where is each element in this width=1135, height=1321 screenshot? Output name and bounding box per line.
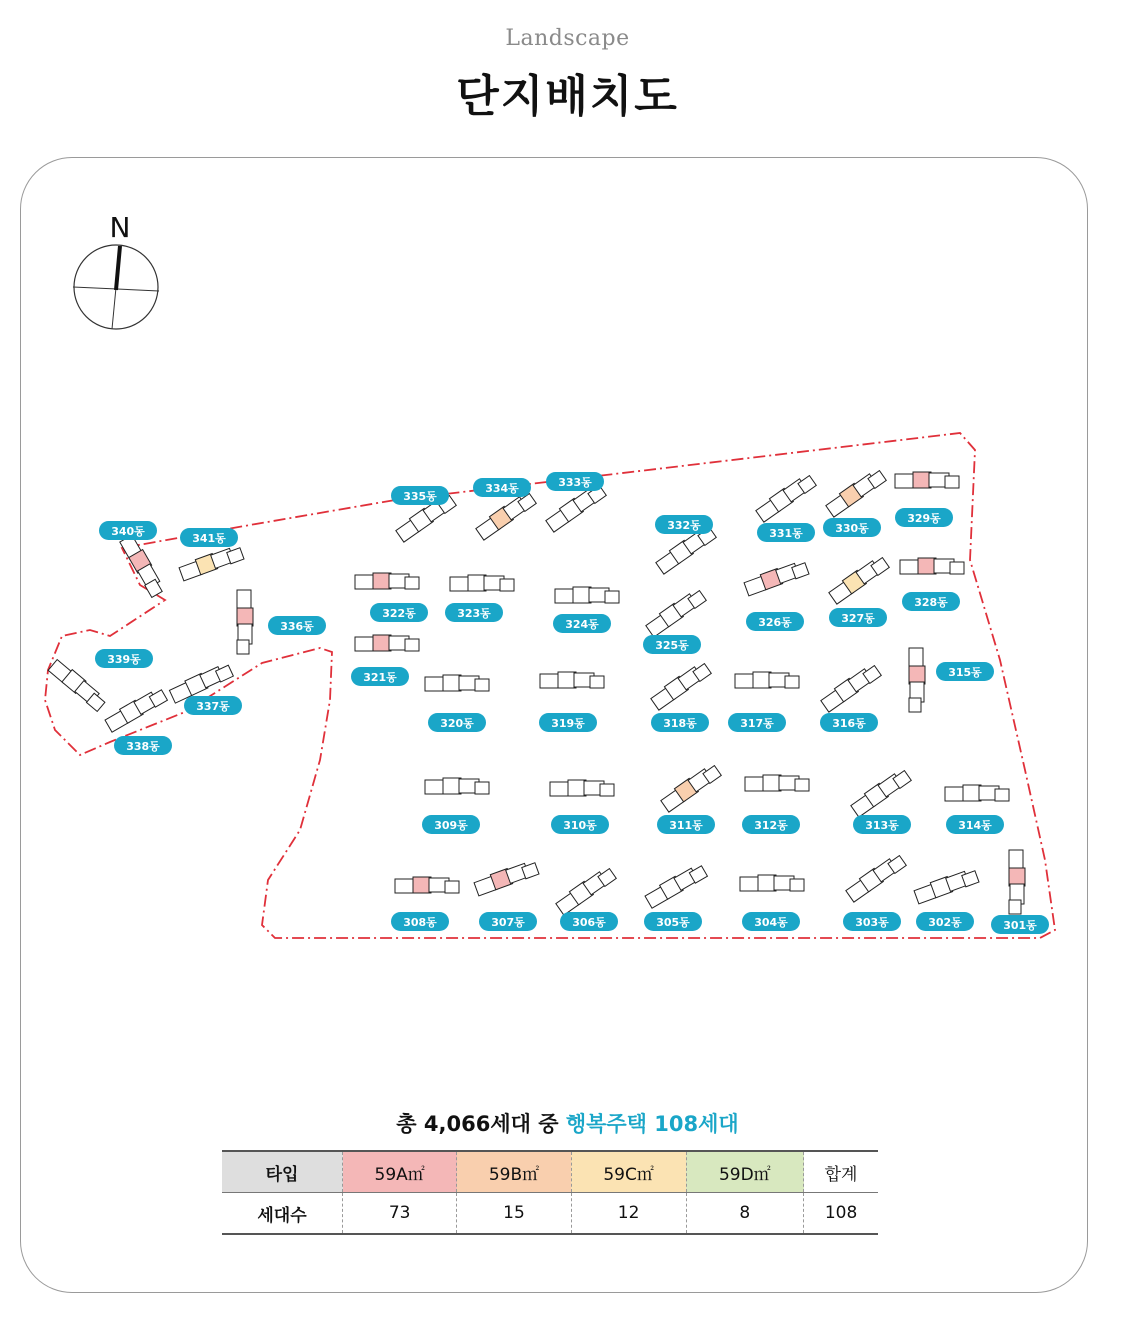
footprint-segment xyxy=(500,579,514,591)
building-footprint xyxy=(1009,850,1025,914)
table-cell-59a: 59A㎡ xyxy=(343,1151,457,1193)
compass-north-label: N xyxy=(109,211,131,244)
building-footprint xyxy=(743,559,809,596)
building-320 xyxy=(425,675,489,732)
building-307 xyxy=(473,859,539,931)
footprint-segment xyxy=(909,698,921,712)
building-label: 304동 xyxy=(754,916,788,929)
building-label: 325동 xyxy=(655,639,689,652)
building-326 xyxy=(743,559,809,631)
footprint-segment xyxy=(237,590,251,610)
building-footprint xyxy=(237,590,253,654)
building-333 xyxy=(545,472,607,532)
footprint-segment xyxy=(568,780,586,796)
building-335 xyxy=(391,486,456,542)
footprint-segment xyxy=(395,879,415,893)
building-303 xyxy=(843,852,906,931)
building-317 xyxy=(728,672,799,732)
building-332 xyxy=(655,515,717,574)
footprint-segment xyxy=(558,672,576,688)
building-301 xyxy=(991,850,1049,934)
footprint-segment xyxy=(740,877,760,891)
footprint-segment xyxy=(443,675,461,691)
footprint-segment xyxy=(405,639,419,651)
footprint-segment xyxy=(735,674,755,688)
building-329 xyxy=(895,472,959,527)
building-label: 308동 xyxy=(403,916,437,929)
building-305 xyxy=(644,862,707,931)
table-header-type: 타입 xyxy=(222,1151,343,1193)
building-label: 335동 xyxy=(403,490,437,503)
footprint-segment xyxy=(413,877,431,893)
building-footprint xyxy=(913,867,979,904)
building-label: 329동 xyxy=(907,512,941,525)
building-footprint xyxy=(909,648,925,712)
building-label: 338동 xyxy=(126,740,160,753)
building-314 xyxy=(945,785,1009,834)
footprint-segment xyxy=(475,782,489,794)
building-footprint xyxy=(645,587,707,637)
footprint-segment xyxy=(909,666,925,684)
footprint-segment xyxy=(795,779,809,791)
building-label: 334동 xyxy=(485,482,519,495)
building-footprint xyxy=(755,472,817,522)
summary-line xyxy=(0,1108,1135,1138)
footprint-segment xyxy=(590,676,604,688)
building-label: 306동 xyxy=(572,916,606,929)
footprint-segment xyxy=(758,875,776,891)
building-324 xyxy=(553,587,619,633)
summary-total: 총 4,066세대 중 xyxy=(396,1112,566,1136)
table-cell-total-label: 합계 xyxy=(804,1151,878,1193)
footprint-segment xyxy=(550,782,570,796)
building-label: 330동 xyxy=(835,522,869,535)
building-label: 332동 xyxy=(667,519,701,532)
building-label: 311동 xyxy=(669,819,703,832)
building-footprint xyxy=(425,778,489,794)
building-footprint xyxy=(828,554,890,604)
footprint-segment xyxy=(753,672,771,688)
building-label: 316동 xyxy=(832,717,866,730)
building-footprint xyxy=(850,767,912,817)
table-count-total: 108 xyxy=(804,1193,878,1235)
building-footprint xyxy=(473,859,539,896)
building-328 xyxy=(900,558,964,611)
building-footprint xyxy=(555,865,617,915)
building-315 xyxy=(909,648,994,712)
footprint-segment xyxy=(600,784,614,796)
footprint-segment xyxy=(237,640,249,654)
building-318 xyxy=(650,660,712,732)
building-label: 339동 xyxy=(107,653,141,666)
building-footprint xyxy=(825,467,887,517)
building-label: 315동 xyxy=(948,666,982,679)
table-row-type xyxy=(222,1151,878,1193)
building-footprint xyxy=(735,672,799,688)
table-cell-59d: 59D㎡ xyxy=(686,1151,804,1193)
table-cell-59c: 59C㎡ xyxy=(571,1151,686,1193)
building-321 xyxy=(351,635,419,686)
building-label: 317동 xyxy=(740,717,774,730)
building-footprint xyxy=(660,762,722,812)
building-322 xyxy=(355,573,428,622)
building-337 xyxy=(169,662,242,715)
building-label: 313동 xyxy=(865,819,899,832)
table-count-59b: 15 xyxy=(457,1193,571,1235)
footprint-segment xyxy=(443,778,461,794)
footprint-segment xyxy=(785,676,799,688)
building-label: 301동 xyxy=(1003,919,1037,932)
unit-type-table xyxy=(222,1150,878,1235)
footprint-segment xyxy=(963,785,981,801)
building-331 xyxy=(755,472,817,542)
building-footprint xyxy=(845,852,907,902)
building-label: 327동 xyxy=(841,612,875,625)
table-cell-59b: 59B㎡ xyxy=(457,1151,571,1193)
page-subtitle: Landscape xyxy=(505,26,630,51)
table-header-count: 세대수 xyxy=(222,1193,343,1235)
building-label: 336동 xyxy=(280,620,314,633)
building-label: 319동 xyxy=(551,717,585,730)
footprint-segment xyxy=(745,777,765,791)
building-325 xyxy=(643,587,706,654)
footprint-segment xyxy=(405,577,419,589)
building-label: 309동 xyxy=(434,819,468,832)
table-count-59d: 8 xyxy=(686,1193,804,1235)
building-footprint xyxy=(104,686,167,732)
building-label: 324동 xyxy=(565,618,599,631)
footprint-segment xyxy=(763,775,781,791)
building-footprint xyxy=(475,490,537,540)
building-327 xyxy=(828,554,890,627)
building-label: 326동 xyxy=(758,616,792,629)
footprint-segment xyxy=(573,587,591,603)
building-341 xyxy=(178,528,244,581)
footprint-segment xyxy=(918,558,936,574)
footprint-segment xyxy=(425,677,445,691)
building-label: 320동 xyxy=(440,717,474,730)
building-footprint xyxy=(740,875,804,891)
building-footprint xyxy=(644,862,707,908)
building-336 xyxy=(237,590,326,654)
building-label: 303동 xyxy=(855,916,889,929)
footprint-segment xyxy=(605,591,619,603)
table-count-59c: 12 xyxy=(571,1193,686,1235)
summary-highlight: 행복주택 108세대 xyxy=(565,1112,739,1136)
building-footprint xyxy=(178,544,244,581)
building-footprint xyxy=(895,472,959,488)
building-footprint xyxy=(745,775,809,791)
footprint-segment xyxy=(237,608,253,626)
building-footprint xyxy=(450,575,514,591)
building-label: 314동 xyxy=(958,819,992,832)
north-compass-icon xyxy=(73,211,159,329)
footprint-segment xyxy=(555,589,575,603)
building-footprint xyxy=(650,660,712,710)
building-footprint xyxy=(945,785,1009,801)
building-340 xyxy=(99,521,166,597)
building-label: 337동 xyxy=(196,700,230,713)
building-label: 305동 xyxy=(656,916,690,929)
building-label: 307동 xyxy=(491,916,525,929)
building-label: 310동 xyxy=(563,819,597,832)
building-311 xyxy=(657,762,721,834)
building-319 xyxy=(539,672,604,732)
building-334 xyxy=(473,478,536,540)
footprint-segment xyxy=(475,679,489,691)
building-330 xyxy=(823,467,886,537)
footprint-segment xyxy=(1009,850,1023,870)
building-label: 321동 xyxy=(363,671,397,684)
footprint-segment xyxy=(995,789,1009,801)
building-302 xyxy=(913,867,979,931)
building-footprint xyxy=(550,780,614,796)
footprint-segment xyxy=(373,573,391,589)
building-footprint xyxy=(48,658,107,711)
building-footprint xyxy=(120,534,166,597)
footprint-segment xyxy=(945,476,959,488)
footprint-segment xyxy=(895,474,915,488)
building-304 xyxy=(740,875,804,931)
building-label: 340동 xyxy=(111,525,145,538)
building-label: 331동 xyxy=(769,527,803,540)
building-label: 341동 xyxy=(192,532,226,545)
building-316 xyxy=(820,662,882,732)
building-footprint xyxy=(355,573,419,589)
footprint-segment xyxy=(355,575,375,589)
building-312 xyxy=(742,775,809,834)
building-footprint xyxy=(395,877,459,893)
building-footprint xyxy=(900,558,964,574)
building-label: 318동 xyxy=(663,717,697,730)
footprint-segment xyxy=(945,787,965,801)
building-label: 328동 xyxy=(914,596,948,609)
building-323 xyxy=(445,575,514,622)
building-footprint xyxy=(820,662,882,712)
building-label: 323동 xyxy=(457,607,491,620)
footprint-segment xyxy=(913,472,931,488)
building-308 xyxy=(391,877,459,931)
footprint-segment xyxy=(1009,900,1021,914)
footprint-segment xyxy=(355,637,375,651)
footprint-segment xyxy=(900,560,920,574)
building-label: 312동 xyxy=(754,819,788,832)
building-313 xyxy=(850,767,912,834)
footprint-segment xyxy=(445,881,459,893)
footprint-segment xyxy=(909,648,923,668)
building-label: 322동 xyxy=(382,607,416,620)
building-footprint xyxy=(540,672,604,688)
footprint-segment xyxy=(1009,868,1025,886)
building-label: 333동 xyxy=(558,476,592,489)
building-label: 302동 xyxy=(928,916,962,929)
building-footprint xyxy=(355,635,419,651)
footprint-segment xyxy=(540,674,560,688)
footprint-segment xyxy=(790,879,804,891)
footprint-segment xyxy=(468,575,486,591)
building-306 xyxy=(555,865,618,931)
footprint-segment xyxy=(373,635,391,651)
building-309 xyxy=(422,778,489,834)
table-row-count xyxy=(222,1193,878,1235)
footprint-segment xyxy=(950,562,964,574)
building-footprint xyxy=(425,675,489,691)
page-title: 단지배치도 xyxy=(456,71,679,122)
footprint-segment xyxy=(425,780,445,794)
building-footprint xyxy=(555,587,619,603)
footprint-segment xyxy=(450,577,470,591)
table-count-59a: 73 xyxy=(343,1193,457,1235)
building-310 xyxy=(550,780,614,834)
